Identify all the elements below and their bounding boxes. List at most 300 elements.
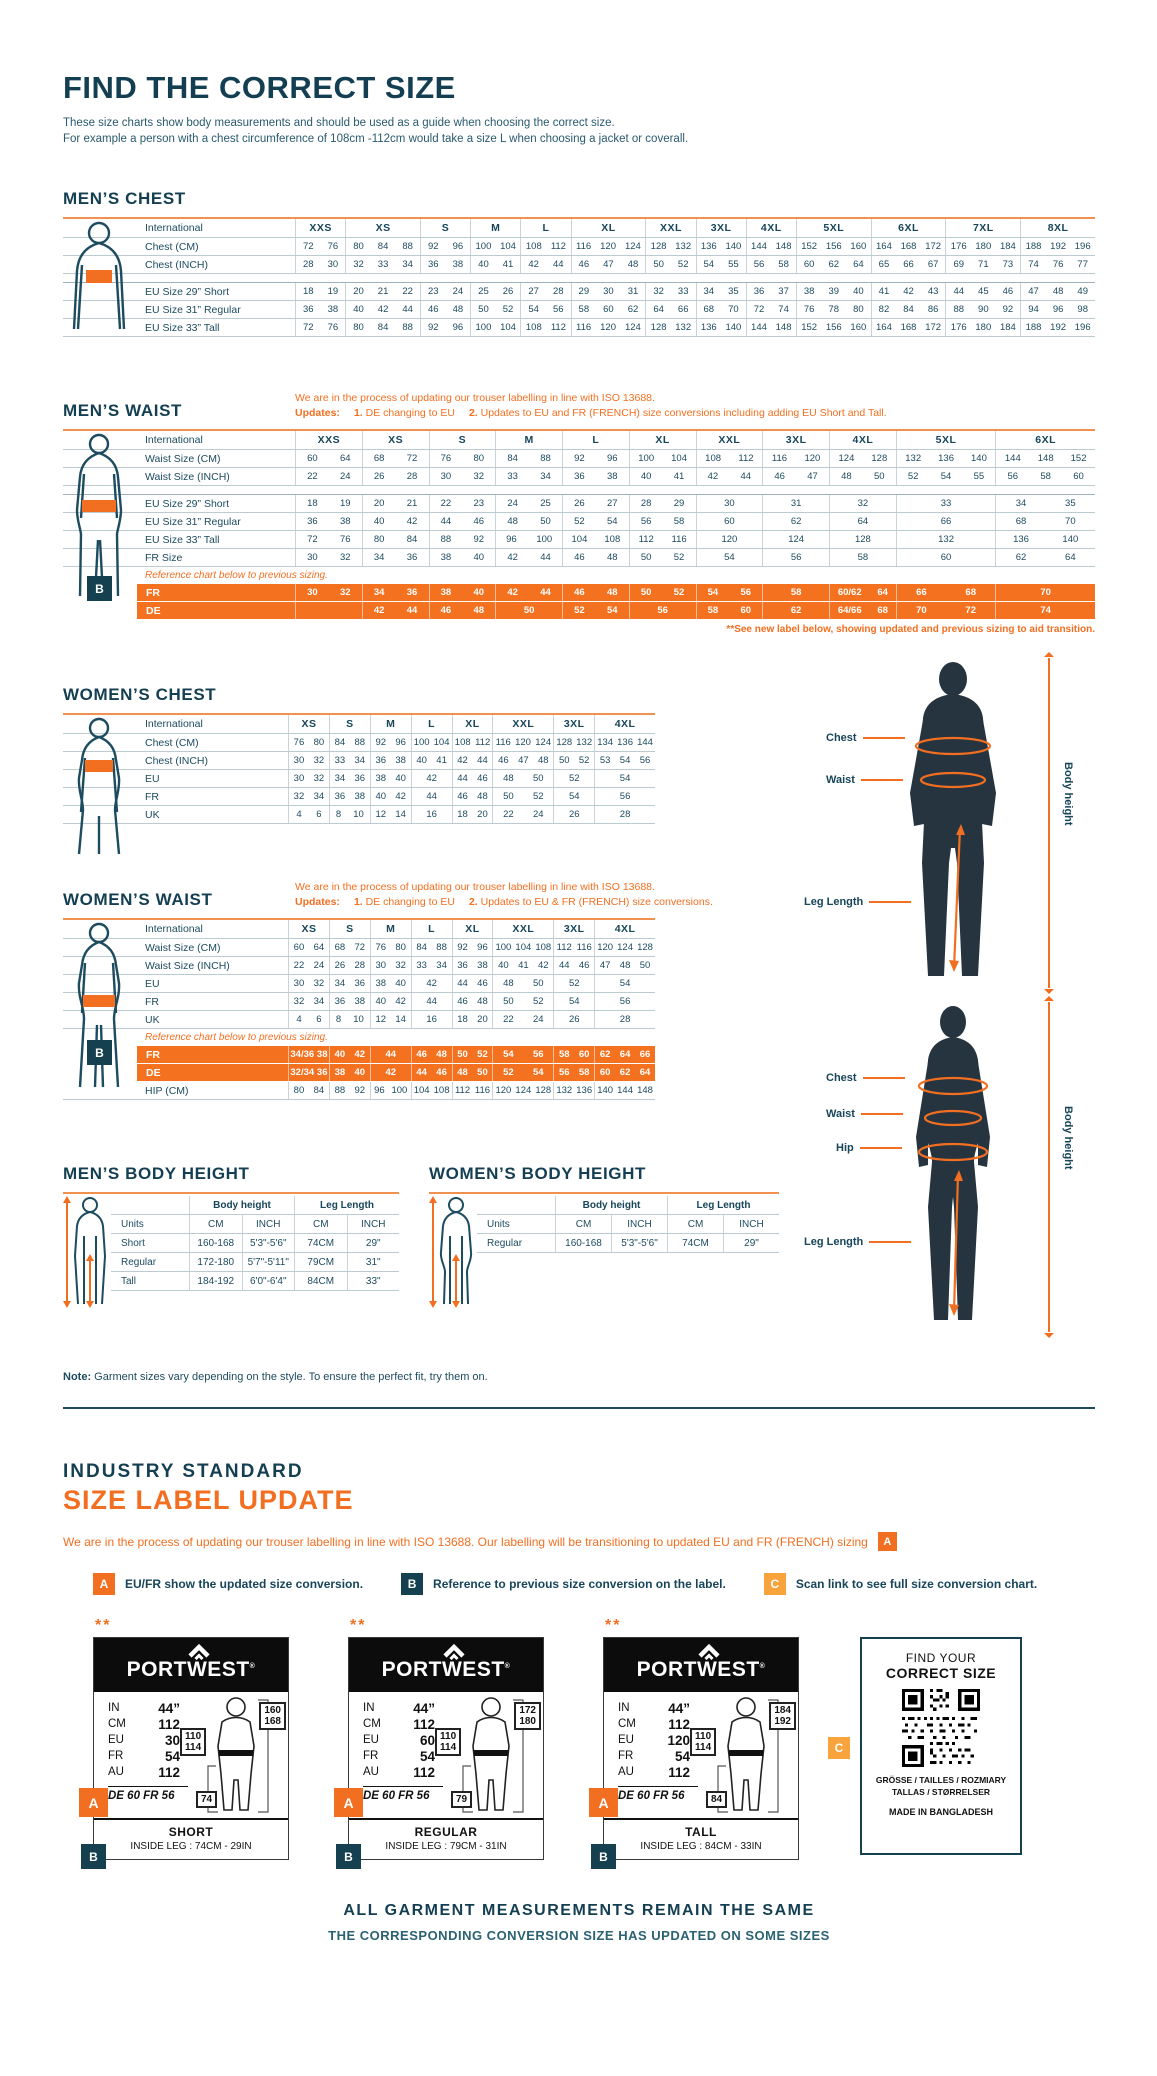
table-row: [137, 584, 1095, 602]
table-cell: 60 62 64: [594, 1064, 655, 1081]
table-note: Reference chart below to previous sizing.: [145, 570, 328, 581]
column-header: S: [329, 920, 370, 938]
label-figure: [690, 1694, 796, 1816]
table-row: [63, 495, 1095, 513]
table-cell: 60/62 64: [829, 584, 896, 601]
table-cell: 41 42 43: [871, 283, 946, 300]
row-label: EU Size 33” Tall: [145, 533, 220, 546]
mens-waist-table-wrap: [63, 429, 1095, 620]
table-cell: 26 27: [562, 495, 629, 512]
badge-c: C: [764, 1573, 786, 1595]
bottom-statement-2: THE CORRESPONDING CONVERSION SIZE HAS UPDATED ON SOME SIZES: [328, 1928, 830, 1943]
leg-length-label: Leg Length: [804, 896, 911, 908]
womens-body-height-block: [429, 1164, 779, 1313]
table-cell: 52 54 55: [896, 468, 996, 485]
column-header: 4XL: [746, 219, 796, 237]
table-cell: 70: [995, 584, 1095, 601]
portwest-logo: [349, 1638, 543, 1692]
size-spec-row: EU 60: [363, 1732, 435, 1748]
table-cell: 40 41: [629, 468, 696, 485]
label-update-intro-text: We are in the process of updating our trouser labelling in line with ISO 13688. Our labelling will be transitioning to updated EU and FR (FRENCH) sizing: [63, 1534, 868, 1549]
legend-text: Reference to previous size conversion on the label.: [433, 1577, 726, 1591]
column-header: M: [370, 715, 411, 733]
row-label: EU: [145, 977, 160, 990]
table-cell: 66 68: [896, 584, 996, 601]
table-cell: 108 112: [452, 734, 493, 751]
table-cell: 66: [896, 513, 996, 530]
table-cell: 33 34: [495, 468, 562, 485]
table-cell: 58 60: [696, 602, 763, 619]
table-cell: 46 48: [452, 788, 493, 805]
size-spec-row: FR 54: [363, 1748, 435, 1764]
label-card-short: [88, 1617, 289, 1864]
table-cell: 140 144 148: [594, 1082, 655, 1099]
table-cell: 120 124 128: [492, 1082, 553, 1099]
table-row: [63, 450, 1095, 468]
column-header: 5XL: [896, 431, 996, 449]
table-cell: 68 70: [995, 513, 1095, 530]
female-silhouette: [888, 1002, 1018, 1332]
stars-marker: **: [350, 1617, 367, 1634]
table-cell: 52: [553, 770, 594, 787]
badge-b: B: [87, 576, 112, 601]
table-row-tall: Tall 184-192 6'0"-6'4" 84CM 33": [111, 1272, 399, 1291]
table-cell: 42 44: [495, 549, 562, 566]
size-name: TALL: [685, 1825, 717, 1839]
table-row: [63, 513, 1095, 531]
column-header: XL: [452, 920, 493, 938]
table-cell: 96 100: [370, 1082, 411, 1099]
mens-body-height-table: [111, 1196, 399, 1313]
qr-card-wrap: [834, 1617, 1022, 1855]
womens-waist-heading: WOMEN’S WAIST: [63, 890, 213, 909]
table-cell: 94 96 98: [1020, 301, 1095, 318]
table-cell: 58: [762, 584, 829, 601]
previous-size-line: DE 60 FR 56: [618, 1786, 698, 1802]
table-cell: 88 90 92: [945, 301, 1020, 318]
table-cell: 74: [995, 602, 1095, 619]
label-card-tall: [598, 1617, 799, 1864]
legend-text: Scan link to see full size conversion chart.: [795, 1577, 1038, 1591]
table-cell: 100 104: [411, 734, 452, 751]
table-cell: 46 47: [762, 468, 829, 485]
table-cell: 50 52: [470, 301, 520, 318]
column-header: XL: [452, 715, 493, 733]
table-cell: 84 88: [495, 450, 562, 467]
table-row: [63, 993, 655, 1011]
waist-measure-box: 110 114: [180, 1728, 206, 1756]
size-spec-row: CM 112: [108, 1716, 180, 1732]
table-cell: 54 56: [492, 1046, 553, 1063]
table-cell: 26: [553, 806, 594, 823]
column-header: 4XL: [594, 920, 655, 938]
table-cell: 96 100: [495, 531, 562, 548]
womens-body-height-heading: WOMEN’S BODY HEIGHT: [429, 1164, 646, 1183]
table-cell: 32 33: [645, 283, 695, 300]
table-row: [63, 1082, 655, 1100]
size-spec-row: AU 112: [363, 1764, 435, 1780]
leader-line: [869, 901, 911, 903]
table-cell: 18 20: [452, 1011, 493, 1028]
table-cell: 46 48: [452, 993, 493, 1010]
table-cell: 36 38: [295, 513, 362, 530]
height-measure-box: 160 168: [259, 1702, 286, 1730]
qr-title-line1: FIND YOUR: [905, 1651, 977, 1665]
table-cell: 132 136 140: [896, 450, 996, 467]
label-update-intro: [63, 1532, 1095, 1551]
size-spec-row: AU 112: [108, 1764, 180, 1780]
brand-name: PORTWEST: [381, 1658, 505, 1681]
table-cell: 56: [594, 993, 655, 1010]
portwest-diamond-icon: [187, 1643, 211, 1660]
table-cell: 80 84: [362, 531, 429, 548]
table-cell: 22 23: [429, 495, 496, 512]
table-cell: 29 30 31: [571, 283, 646, 300]
registered-mark: ®: [249, 1663, 256, 1670]
update2-num: 2.: [468, 407, 478, 419]
table-cell: 120: [696, 531, 763, 548]
table-row: [63, 468, 1095, 486]
row-label: EU: [145, 772, 160, 785]
update1-text: DE changing to EU: [365, 896, 455, 908]
badge-b: B: [81, 1844, 106, 1869]
table-cell: 30 32: [295, 549, 362, 566]
column-header: International: [145, 222, 203, 234]
units-row: Units CM INCH CM INCH: [477, 1215, 779, 1234]
column-header: XXS: [295, 219, 345, 237]
waist-measure-box: 110 114: [435, 1728, 461, 1756]
size-name: REGULAR: [414, 1825, 478, 1839]
table-cell: 62 64 66: [594, 1046, 655, 1063]
table-cell: 84 88: [329, 734, 370, 751]
portwest-diamond-icon: [697, 1643, 721, 1660]
table-cell: 44 46: [553, 957, 594, 974]
table-cell: 50 52: [629, 549, 696, 566]
mens-body-height-heading: MEN’S BODY HEIGHT: [63, 1164, 250, 1183]
table-cell: 128 132: [553, 734, 594, 751]
table-cell: 152 156 160: [796, 238, 871, 255]
table-cell: 100 104 108: [492, 939, 553, 956]
note-label: Note:: [63, 1371, 92, 1383]
table-cell: 22 24: [288, 957, 329, 974]
table-cell: 116 120 124: [571, 319, 646, 336]
row-label: UK: [145, 808, 160, 821]
table-cell: 23 24: [420, 283, 470, 300]
table-cell: 124 128: [829, 450, 896, 467]
table-cell: 26 28: [329, 957, 370, 974]
intro-text: [63, 115, 1095, 147]
size-spec-row: IN 44”: [618, 1700, 690, 1716]
table-cell: 40 41: [411, 752, 452, 769]
qr-title-line2: CORRECT SIZE: [885, 1665, 997, 1681]
mens-chest-table-wrap: [63, 217, 1095, 337]
update2-text: Updates to EU and FR (FRENCH) size conversions including adding EU Short and Tall.: [480, 407, 887, 419]
table-row: [63, 256, 1095, 274]
table-cell: 164 168 172: [871, 238, 946, 255]
column-header: 3XL: [553, 715, 594, 733]
size-spec-row: CM 112: [618, 1716, 690, 1732]
table-cell: 116 120 124: [571, 238, 646, 255]
size-spec-row: IN 44”: [108, 1700, 180, 1716]
table-cell: 18 19: [295, 283, 345, 300]
group-leg-length: Leg Length: [294, 1196, 399, 1214]
label-card-regular: [343, 1617, 544, 1864]
column-header: XS: [362, 431, 429, 449]
table-cell: 30: [696, 495, 763, 512]
badge-a: A: [93, 1573, 115, 1595]
table-cell: 40 42 44: [345, 301, 420, 318]
column-header: L: [411, 920, 452, 938]
table-cell: 44 46: [452, 975, 493, 992]
leader-line: [863, 1077, 905, 1079]
table-cell: 48 50: [829, 468, 896, 485]
leader-line: [861, 779, 903, 781]
intro-line-2: For example a person with a chest circumference of 108cm -112cm would take a size L when choosing a jacket or coverall.: [63, 133, 689, 145]
legend-item-b: [401, 1573, 726, 1595]
table-cell: 16: [411, 1011, 452, 1028]
inside-leg: INSIDE LEG : 84CM - 33IN: [640, 1841, 762, 1852]
table-cell: 52 54: [492, 1064, 553, 1081]
table-cell: 50: [495, 602, 562, 619]
height-measure-box: 184 192: [769, 1702, 796, 1730]
mens-chest-heading: MEN’S CHEST: [63, 189, 186, 208]
page-title: FIND THE CORRECT SIZE: [63, 70, 456, 105]
table-cell: 53 54 56: [594, 752, 655, 769]
table-cell: 44: [370, 1046, 411, 1063]
table-cell: 92 96: [562, 450, 629, 467]
row-label: Chest (CM): [145, 736, 199, 749]
mens-waist-header: [63, 391, 1095, 421]
column-header: S: [420, 219, 470, 237]
table-cell: 20 21 22: [345, 283, 420, 300]
table-cell: 128 132: [645, 238, 695, 255]
table-cell: 62 64: [995, 549, 1095, 566]
table-cell: 92 96: [370, 734, 411, 751]
table-cell: 136 140: [696, 319, 746, 336]
size-spec-row: AU 112: [618, 1764, 690, 1780]
table-cell: 88 92: [329, 1082, 370, 1099]
table-cell: 188 192 196: [1020, 319, 1095, 336]
table-cell: 108 112: [696, 450, 763, 467]
table-cell: 28 30: [295, 256, 345, 273]
table-cell: 64 66: [645, 301, 695, 318]
table-cell: 56: [762, 549, 829, 566]
table-cell: 28: [594, 806, 655, 823]
column-header: 4XL: [829, 431, 896, 449]
table-row: [63, 734, 655, 752]
legend-item-a: [93, 1573, 363, 1595]
table-cell: 56 58: [629, 513, 696, 530]
table-cell: 60 64: [295, 450, 362, 467]
table-cell: 36 38: [329, 993, 370, 1010]
made-in-label: MADE IN BANGLADESH: [888, 1807, 993, 1817]
table-cell: 42: [411, 770, 452, 787]
female-measurement-figure: [748, 996, 1128, 1341]
table-row: [63, 238, 1095, 256]
table-row: [63, 806, 655, 824]
row-label: DE: [146, 1066, 161, 1079]
column-header: XXL: [492, 715, 553, 733]
table-cell: 176 180 184: [945, 319, 1020, 336]
womens-chest-table-wrap: [63, 713, 655, 824]
badge-a: A: [878, 1532, 897, 1551]
leg-measure-box: 84: [706, 1791, 727, 1808]
column-header: XXL: [645, 219, 695, 237]
table-cell: 58 60: [553, 1046, 594, 1063]
note-line: [63, 1371, 1095, 1383]
table-cell: 54: [553, 788, 594, 805]
group-body-height: Body height: [555, 1196, 667, 1214]
table-row: [63, 788, 655, 806]
table-cell: 46 48: [411, 1046, 452, 1063]
table-cell: 8 10: [329, 806, 370, 823]
previous-size-line: DE 60 FR 56: [363, 1786, 443, 1802]
table-cell: 31: [762, 495, 829, 512]
table-cell: 92 96: [420, 319, 470, 336]
table-cell: 64/66 68: [829, 602, 896, 619]
mens-waist-iso-note: [295, 391, 887, 421]
table-cell: 22 24: [492, 1011, 553, 1028]
size-spec-row: FR 54: [618, 1748, 690, 1764]
update1-num: 1.: [353, 896, 363, 908]
leader-line: [860, 1147, 902, 1149]
table-cell: 58 60 62: [571, 301, 646, 318]
update1-text: DE changing to EU: [365, 407, 455, 419]
table-cell: 46 48: [420, 301, 470, 318]
womens-waist-table: [63, 918, 655, 1100]
table-cell: 20 21: [362, 495, 429, 512]
table-cell: 16: [411, 806, 452, 823]
table-cell: 56 58: [746, 256, 796, 273]
table-cell: 144 148: [746, 319, 796, 336]
table-cell: 34 36: [362, 584, 429, 601]
table-cell: 40 42: [370, 993, 411, 1010]
table-cell: 80 84: [288, 1082, 329, 1099]
column-header: S: [429, 431, 496, 449]
row-label: Waist Size (INCH): [145, 959, 230, 972]
column-header: XS: [288, 920, 329, 938]
table-cell: 60: [896, 549, 996, 566]
table-group-header: [111, 1196, 399, 1215]
column-header: 6XL: [871, 219, 946, 237]
table-row-short: Short 160-168 5'3"-5'6" 74CM 29": [111, 1234, 399, 1253]
table-row-regular: Regular 172-180 5'7"-5'11" 79CM 31": [111, 1253, 399, 1272]
table-cell: 30 32: [288, 770, 329, 787]
table-cell: 112 116: [553, 939, 594, 956]
table-cell: 134 136 144: [594, 734, 655, 751]
table-cell: 44 45 46: [945, 283, 1020, 300]
row-label: EU Size 31” Regular: [145, 303, 241, 316]
table-cell: 100 104: [470, 238, 520, 255]
table-cell: 12 14: [370, 806, 411, 823]
row-label: EU Size 29” Short: [145, 497, 230, 510]
qr-code: [902, 1689, 980, 1767]
table-cell: 104 108: [411, 1082, 452, 1099]
bottom-statement-1: ALL GARMENT MEASUREMENTS REMAIN THE SAME: [343, 1902, 815, 1919]
table-cell: 56 58: [553, 1064, 594, 1081]
row-label: FR: [146, 586, 160, 599]
table-cell: 68 72: [329, 939, 370, 956]
transition-footnote: **See new label below, showing updated and previous sizing to aid transition.: [726, 624, 1095, 635]
table-cell: 82 84 86: [871, 301, 946, 318]
row-label: DE: [146, 604, 161, 617]
table-row: [63, 319, 1095, 337]
body-height-label: Body height: [1062, 762, 1074, 826]
table-cell: 33: [896, 495, 996, 512]
table-row: [137, 1046, 655, 1064]
table-cell: 128: [829, 531, 896, 548]
table-cell: 48 50: [492, 975, 553, 992]
qr-languages: GRÖSSE / TAILLES / ROZMIARY TALLAS / STØRRELSER: [875, 1775, 1007, 1797]
table-row: [63, 283, 1095, 301]
previous-size-line: DE 60 FR 56: [108, 1786, 188, 1802]
table-cell: 54 55: [696, 256, 746, 273]
table-cell: 100 104: [470, 319, 520, 336]
table-spacer: [63, 486, 1095, 495]
leg-measure-box: 74: [196, 1791, 217, 1808]
row-label: UK: [145, 1013, 160, 1026]
table-cell: 52 54: [562, 602, 629, 619]
group-body-height: Body height: [189, 1196, 294, 1214]
table-cell: 56: [629, 602, 696, 619]
leader-line: [869, 1241, 911, 1243]
table-cell: 36 38: [370, 752, 411, 769]
table-cell: 54: [594, 770, 655, 787]
column-header: XL: [571, 219, 646, 237]
iso-note-line: We are in the process of updating our trouser labelling in line with ISO 13688.: [295, 881, 655, 893]
table-cell: 50 52: [492, 788, 553, 805]
table-cell: 50 52: [492, 993, 553, 1010]
table-cell: 116 120: [762, 450, 829, 467]
table-header-row: [63, 715, 655, 734]
table-cell: 34 35: [995, 495, 1095, 512]
table-cell: 38 40: [370, 770, 411, 787]
table-cell: 38 40: [429, 549, 496, 566]
table-cell: 62: [762, 513, 829, 530]
table-cell: 46 48: [429, 602, 496, 619]
table-cell: 84 88: [411, 939, 452, 956]
table-spacer: [63, 274, 1095, 283]
table-cell: 112 116: [629, 531, 696, 548]
table-row: [63, 770, 655, 788]
chest-label: Chest: [826, 732, 905, 744]
size-spec-list: [618, 1700, 690, 1780]
table-cell: 56: [594, 788, 655, 805]
table-cell: 120 124 128: [594, 939, 655, 956]
table-cell: 34/36 38: [288, 1046, 329, 1063]
table-cell: 34 36: [329, 770, 370, 787]
table-cell: 18 20: [452, 806, 493, 823]
table-cell: 40 42: [329, 1046, 370, 1063]
brand-name: PORTWEST: [126, 1658, 250, 1681]
table-cell: 176 180 184: [945, 238, 1020, 255]
size-spec-row: IN 44”: [363, 1700, 435, 1716]
stars-marker: **: [95, 1617, 112, 1634]
table-cell: 30 32: [429, 468, 496, 485]
table-row-regular: Regular 160-168 5'3"-5'6" 74CM 29": [477, 1234, 779, 1253]
chest-label: Chest: [826, 1072, 905, 1084]
table-cell: 28 29: [629, 495, 696, 512]
size-spec-list: [363, 1700, 435, 1780]
table-row: [63, 549, 1095, 567]
badge-b: B: [401, 1573, 423, 1595]
table-header-row: [63, 920, 655, 939]
table-cell: 12 14: [370, 1011, 411, 1028]
table-cell: 33 34: [329, 752, 370, 769]
badge-c: C: [828, 1737, 850, 1759]
womens-chest-figure-icon: [67, 716, 131, 856]
row-label: FR Size: [145, 551, 183, 564]
